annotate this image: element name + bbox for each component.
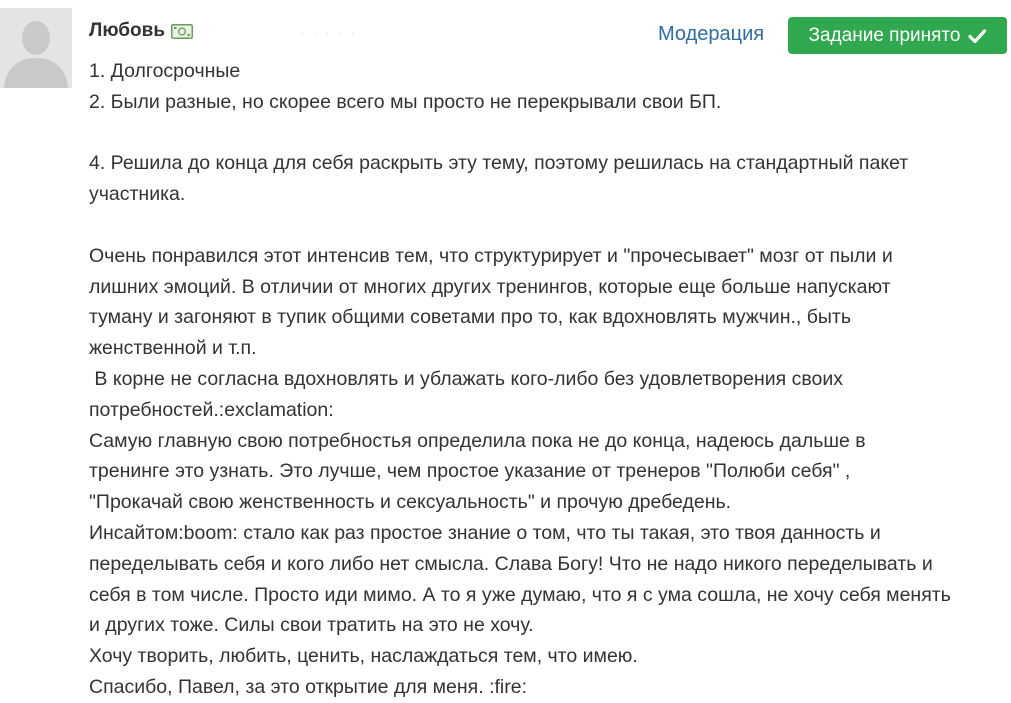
- comment-line: тренинге это узнать. Это лучше, чем простое указание от тренеров "Полюби себя" ,: [89, 460, 851, 483]
- author-row: [89, 20, 193, 42]
- faded-meta-text: · · · · ·: [300, 24, 357, 40]
- comment-line: [89, 118, 1007, 149]
- comment-line: Спасибо, Павел, за это открытие для меня. :fire:: [89, 675, 527, 698]
- comment-line: 4. Решила до конца для себя раскрыть эту тему, поэтому решилась на стандартный пакет: [89, 152, 909, 175]
- author-name[interactable]: Любовь: [89, 20, 166, 41]
- comment-line: потребностей.:exclamation:: [89, 398, 334, 421]
- comment-line: себя в том числе. Просто иди мимо. А то я уже думаю, что я с ума сошла, не хочу себя менять: [89, 583, 951, 606]
- comment-line: [89, 210, 1007, 241]
- comment-line: и других тоже. Силы свои тратить на это не хочу.: [89, 614, 534, 637]
- comment-line: "Прокачай свою женственность и сексуальность" и прочую дребедень.: [89, 491, 732, 514]
- user-silhouette-icon: [0, 8, 72, 88]
- moderation-link[interactable]: Модерация: [658, 23, 765, 45]
- task-accepted-label: Задание принято: [808, 24, 961, 46]
- comment-line: Самую главную свою потребностья определила пока не до конца, надеюсь дальше в: [89, 429, 866, 452]
- comment-line: 1. Долгосрочные: [89, 60, 241, 82]
- comment-line: 2. Были разные, но скорее всего мы просто не перекрывали свои БП.: [89, 90, 722, 113]
- comment-line: переделывать себя и кого либо нет смысла. Слава Богу! Что не надо никого переделывать и: [89, 552, 933, 575]
- comment-line: туману и загоняют в тупик общими советами про то, как вдохновлять мужчин., быть: [89, 306, 851, 329]
- comment-line: Инсайтом:boom: стало как раз простое знание о том, что ты такая, это твоя данность и: [89, 521, 881, 544]
- task-accepted-button[interactable]: [788, 17, 1007, 54]
- comment-line: В корне не согласна вдохновлять и ублажать кого-либо без удовлетворения своих: [89, 367, 843, 390]
- avatar: [0, 8, 72, 88]
- comment-line: лишних эмоций. В отличии от многих других тренингов, которые еще больше напускают: [89, 275, 891, 298]
- comment-line: Очень понравился этот интенсив тем, что структурирует и "прочесывает" мозг от пыли и: [89, 244, 893, 267]
- money-icon: [171, 24, 193, 39]
- comment-line: участника.: [89, 183, 186, 206]
- comment-body: [89, 56, 1007, 703]
- check-icon: [968, 27, 986, 45]
- comment-line: Хочу творить, любить, ценить, наслаждаться тем, что имею.: [89, 645, 638, 668]
- comment-line: женственной и т.п.: [89, 337, 257, 360]
